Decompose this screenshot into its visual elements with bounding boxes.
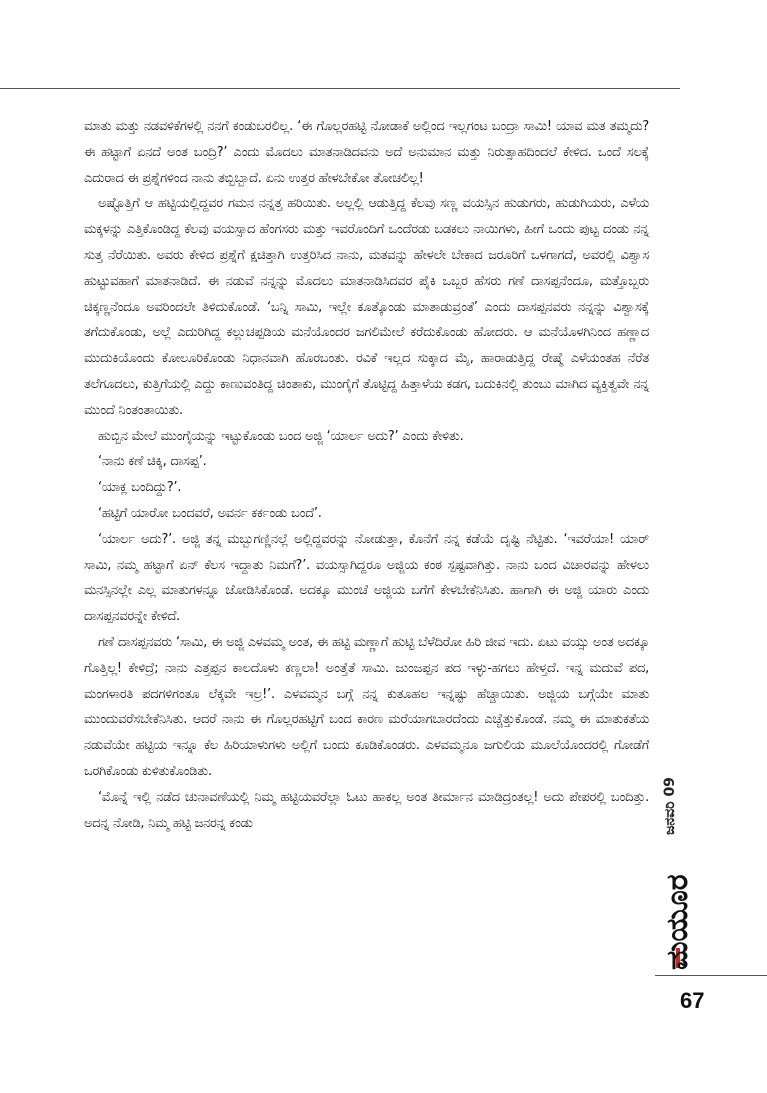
- page-number: 67: [680, 988, 705, 1013]
- paragraph: ‘ನಾನು ಕಣೆ ಚಿಕ್ಕಿ, ದಾಸಪ್ಪ’.: [98, 454, 207, 470]
- paragraph: ಅಷ್ಟೊತ್ತಿಗೆ ಆ ಹಟ್ಟಿಯಲ್ಲಿದ್ದವರ ಗಮನ ನನ್ನತ್ತ ಹರಿಯಿತು. ಅಲ್ಲಲ್ಲಿ ಆಡುತ್ತಿದ್ದ ಕೆಲವು ಸಣ್ಣ ವಯಸ್ಸಿನ ಹುಡುಗರು, ಹುಡುಗಿಯರು, ಎಳೆಯ ಮಕ್ಕಳನ್ನು ಎತ್ತಿಕೊಂಡಿದ್ದ ಕೆಲವು ವಯಸ್ಸಾದ ಹೆಂಗಸರು ಮತ್ತು ಇವರೊಂದಿಗೆ ಒಂದೆರಡು ಬಡಕಲು ನಾಯಿಗಳು, ಹೀಗೆ ಒಂದು ಪುಟ್ಟ ದಂಡು ನನ್ನ ಸುತ್ತ ನೆರೆಯಿತು. ಅವರು ಕೇಳಿದ ಪ್ರಶ್ನೆಗೆ ಕ್ಷಚಿತ್ತಾಗಿ ಉತ್ತರಿಸಿದ ನಾನು, ಮತವನ್ನು ಹೇಳಲೇ ಬೇಕಾದ ಜರೂರಿಗೆ ಒಳಗಾಗದೆ, ಅವರಲ್ಲಿ ವಿಶ್ವಾಸ ಹುಟ್ಟುವಹಾಗೆ ಮಾತನಾಡಿದೆ. ಈ ನಡುವೆ ನನ್ನನ್ನು ಮೊದಲು ಮಾತನಾಡಿಸಿದವರ ಪೈಕಿ ಒಬ್ಬರ ಹೆಸರು ಗಣೆ ದಾಸಪ್ಪನೆಂದೂ, ಮತ್ತೊಬ್ಬರು ಚಿಕ್ಕಣ್ಣನೆಂದೂ ಅವರಿಂದಲೇ ತಿಳಿದುಕೊಂಡೆ. ‘ಬನ್ನಿ ಸಾಮಿ, ಇಲ್ಲೇ ಕೂತ್ಕೊಂಡು ಮಾತಾಡುವ್ರಂತೆ’ ಎಂದು ದಾಸಪ್ಪನವರು ನನ್ನನ್ನು ವಿಶ್ವಾಸಕ್ಕೆ ತಗೆದುಕೊಂಡು, ಅಲ್ಲೆ ಎದುರಿಗಿದ್ದ ಕಲ್ಲುಚಪ್ಪಡಿಯ ಮನೆಯೊಂದರ ಜಗಲಿಮೇಲೆ ಕರೆದುಕೊಂಡು ಹೋದರು. ಆ ಮನೆಯೊಳಗಿನಿಂದ ಹಣ್ಣಾದ ಮುದುಕಿಯೊಂದು ಕೋಲೂರಿಕೊಂಡು ನಿಧಾನವಾಗಿ ಹೊರಬಂತು. ರವಿಕೆ ಇಲ್ಲದ ಸುಕ್ಕಾದ ಮೈ, ಹಾರಾಡುತ್ತಿದ್ದ ರೇಷ್ಮೆ ಎಳೆಯಂತಹ ನೆರೆತ ತಲೆಗೂದಲು, ಕುತ್ತಿಗೆಯಲ್ಲಿ ಎದ್ದು ಕಾಣುವಂತಿದ್ದ ಚಿಂತಾಕು, ಮುಂಗೈಗೆ ತೊಟ್ಟಿದ್ದ ಹಿತ್ತಾಳೆಯ ಕಡಗ, ಬದುಕಿನಲ್ಲಿ ತುಂಬು ಮಾಗಿದ ವ್ಯಕ್ತಿತ್ವವೇ ನನ್ನ ಮುಂದೆ ನಿಂತಂತಾಯಿತು.: [84, 196, 649, 418]
- paragraph: ಗಣೆ ದಾಸಪ್ಪನವರು ‘ಸಾಮಿ, ಈ ಅಜ್ಜಿ ಎಳವಮ್ಮ ಅಂತ, ಈ ಹಟ್ಟಿ ಮಣ್ಣಾಗೆ ಹುಟ್ಟಿ ಬೆಳೆದಿರೋ ಹಿರಿ ಜೀವ ಇದು. ಏಟು ವಯ್ಸು ಅಂತ ಅದಕ್ಕೂ ಗೊತ್ತಿಲ್ಲ! ಕೇಳಿದ್ರೆ; ನಾನು ಎತ್ತಪ್ಪನ ಕಾಲದೊಳು ಕಣ್ಣಲಾ! ಅಂತ್ತೆತೆ ಸಾಮಿ. ಜುಂಜಪ್ಪನ ಪದ ಇಳ್ಳು-ಹಗಲು ಹೇಳ್ತದೆ. ಇನ್ನ ಮದುವೆ ಪದ, ಮಂಗಳಾರತಿ ಪದಗಳಿಗಂತೂ ಲೆಕ್ಕವೇ ಇಲ್ರ!’. ಎಳವಮ್ಮನ ಬಗ್ಗೆ ನನ್ನ ಕುತೂಹಲ ಇನ್ನಷ್ಟು ಹೆಚ್ಚಾಯಿತು. ಅಜ್ಜಿಯ ಬಗ್ಗೆಯೇ ಮಾತು ಮುಂದುವರೆಸಬೇಕೆನಿಸಿತು. ಆದರೆ ನಾನು ಈ ಗೊಲ್ಲರಹಟ್ಟಿಗೆ ಬಂದ ಕಾರಣ ಮರೆಯಾಗಬಾರದೆಂದು ಎಚ್ಚೆತ್ತುಕೊಂಡೆ. ನಮ್ಮ ಈ ಮಾತುಕತೆಯ ನಡುವೆಯೇ ಹಟ್ಟಿಯ ಇನ್ನೂ ಕೆಲ ಹಿರಿಯಾಳುಗಳು ಅಲ್ಲಿಗೆ ಬಂದು ಕೂಡಿಕೊಂಡರು. ಎಳವಮ್ಮನೂ ಜಗುಲಿಯ ಮೂಲೆಯೊಂದರಲ್ಲಿ ಗೋಡೆಗೆ ಒರಗಿಕೊಂಡು ಕುಳಿತುಕೊಂಡಿತು.: [84, 634, 649, 779]
- paragraph: ಹುಬ್ಬಿನ ಮೇಲೆ ಮುಂಗೈಯನ್ನು ಇಟ್ಟುಕೊಂಡು ಬಂದ ಅಜ್ಜಿ ‘ಯಾರ್ಲ ಅದು?’ ಎಂದು ಕೇಳಿತು.: [98, 428, 464, 444]
- footer-rule: [655, 975, 767, 976]
- article-body: [84, 114, 649, 836]
- magazine-name: ಮಯೂರ: [660, 874, 695, 970]
- paragraph: ‘ಮೊನ್ನೆ ಇಲ್ಲಿ ನಡೆದ ಚುನಾವಣೆಯಲ್ಲಿ ನಿಮ್ಮ ಹಟ್ಟಿಯವರೆಲ್ಲಾ ಓಟು ಹಾಕಲ್ಲ ಅಂತ ತೀರ್ಮಾನ ಮಾಡಿದ್ರಂತಲ್ಲ! ಅದು ಪೇಪರಲ್ಲಿ ಬಂದಿತ್ತು. ಅದನ್ನ ನೋಡಿ, ನಿಮ್ಮ ಹಟ್ಟಿ ಜನರನ್ನ ಕಂಡು: [84, 789, 649, 831]
- paragraph: ‘ಯಾಕ್ಲ ಬಂದಿದ್ದು?’.: [98, 480, 182, 496]
- top-rule: [0, 88, 680, 89]
- paragraph: ‘ಯಾರ್ಲ ಅದು?’. ಅಜ್ಜಿ ತನ್ನ ಮಬ್ಬುಗಣ್ಣಿನಲ್ಲೆ ಅಲ್ಲಿದ್ದವರನ್ನು ನೋಡುತ್ತಾ, ಕೊನೆಗೆ ನನ್ನ ಕಡೆಯೆ ದೃಷ್ಟಿ ನೆಟ್ಟಿತು. ‘ಇವರೆಯಾ! ಯಾರ್ ಸಾಮಿ, ನಮ್ಮ ಹಟ್ಟಾಗೆ ಏನ್ ಕೆಲಸ ಇದ್ದಾತು ನಿಮಗೆ?’. ವಯಸ್ಸಾಗಿದ್ದರೂ ಅಜ್ಜಿಯ ಕಂಠ ಸ್ಪಷ್ಟವಾಗಿತ್ತು. ನಾನು ಬಂದ ವಿಚಾರವನ್ನು ಹೇಳಲು ಮನಸ್ಸಿನಲ್ಲೇ ಎಲ್ಲ ಮಾತುಗಳನ್ನೂ ಜೋಡಿಸಿಕೊಂಡೆ. ಅದಕ್ಕೂ ಮುಂಚೆ ಅಜ್ಜಿಯ ಬಗೆಗೆ ಕೇಳಬೇಕೆನಿಸಿತು. ಹಾಗಾಗಿ ಈ ಅಜ್ಜಿ ಯಾರು ಎಂದು ದಾಸಪ್ಪನವರನ್ನೇ ಕೇಳಿದೆ.: [84, 531, 649, 625]
- issue-date: ಜನವರಿ 09: [662, 777, 678, 835]
- paragraph: ಮಾತು ಮತ್ತು ನಡವಳಿಕೆಗಳಲ್ಲಿ ನನಗೆ ಕಂಡುಬರಲಿಲ್ಲ. ‘ಈ ಗೊಲ್ಲರಹಟ್ಟಿ ನೋಡಾಕೆ ಅಲ್ಲಿಂದ ಇಲ್ಲಗಂಟ ಬಂದ್ರಾ ಸಾಮಿ! ಯಾವ ಮತ ತಮ್ಮದು? ಈ ಹಟ್ಟಾಗೆ ಏನದೆ ಅಂತ ಬಂದ್ರಿ?’ ಎಂದು ಮೊದಲು ಮಾತನಾಡಿದವನು ಅದೆ ಅನುಮಾನ ಮತ್ತು ನಿರುತ್ಸಾಹದಿಂದಲೆ ಕೇಳಿದ. ಒಂದೆ ಸಲಕ್ಕೆ ಎದುರಾದ ಈ ಪ್ರಶ್ನೆಗಳಿಂದ ನಾನು ತಬ್ಬಿಬ್ಬಾದೆ. ಏನು ಉತ್ತರ ಹೇಳಬೇಕೋ ತೋಚಲಿಲ್ಲ!: [84, 119, 649, 186]
- paragraph: ‘ಹಟ್ಟಿಗೆ ಯಾರೋ ಬಂದವರೆ, ಅವರ್ನ ಕರ್ಕಂಡು ಬಂದೆ’.: [98, 505, 322, 521]
